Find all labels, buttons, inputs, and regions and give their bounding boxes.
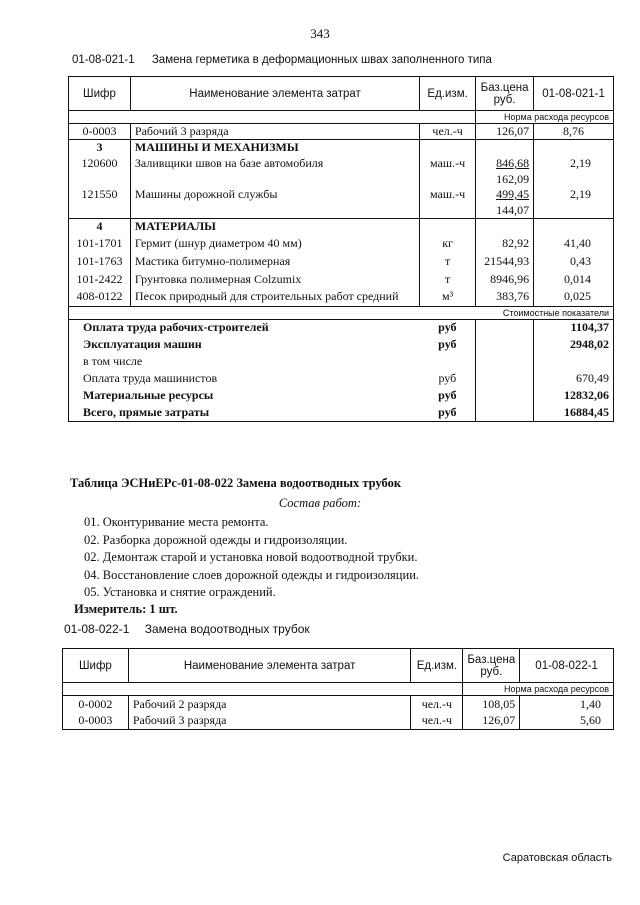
- material-value: 0,014: [534, 270, 614, 288]
- labor-unit: чел.-ч: [421, 713, 453, 728]
- material-unit: кг: [442, 235, 453, 250]
- machine-value: 2,19: [534, 156, 614, 172]
- page-number: 343: [310, 26, 330, 41]
- table2-title: [64, 622, 310, 636]
- cost-name: Оплата труда машинистов: [69, 370, 420, 387]
- machine-name: Машины дорожной службы: [130, 187, 419, 203]
- header-price: Баз.цена руб.: [476, 77, 534, 111]
- cost-name: Материальные ресурсы: [69, 387, 420, 404]
- labor-price: 108,05: [463, 696, 520, 713]
- machine-price2: 162,09: [476, 172, 534, 187]
- cost-unit: руб: [438, 404, 457, 419]
- header-name: Наименование элемента затрат: [128, 649, 411, 683]
- material-cipher: 101-2422: [69, 270, 131, 288]
- machines-title: МАШИНЫ И МЕХАНИЗМЫ: [130, 140, 419, 156]
- material-unit: т: [444, 271, 451, 286]
- material-value: 41,40: [534, 234, 614, 252]
- material-unit: м³: [442, 289, 454, 304]
- cost-value: 1104,37: [534, 319, 614, 336]
- header-col-code: 01-08-021-1: [534, 77, 614, 111]
- table1: [68, 76, 614, 422]
- cost-unit: руб: [438, 320, 457, 335]
- cost-unit: [420, 353, 476, 370]
- machine-price2: 144,07: [476, 203, 534, 219]
- labor-name: Рабочий 2 разряда: [128, 696, 411, 713]
- material-cipher: 408-0122: [69, 288, 131, 306]
- work-item: 05. Установка и снятие ограждений.: [84, 585, 276, 599]
- cost-name: Оплата труда рабочих-строителей: [69, 319, 420, 336]
- material-price: 82,92: [476, 234, 534, 252]
- material-value: 0,025: [534, 288, 614, 306]
- cost-unit: руб: [438, 371, 457, 385]
- cost-unit: руб: [438, 337, 457, 351]
- labor-cipher: 0-0002: [63, 696, 129, 713]
- machine-unit: маш.-ч: [430, 187, 466, 201]
- work-item: 02. Разборка дорожной одежды и гидроизоляции.: [84, 532, 348, 547]
- cost-value: [534, 353, 614, 370]
- section2-label: Таблица ЭСНиЕРс-01-08-022: [70, 476, 234, 490]
- material-cipher: 101-1701: [69, 234, 131, 252]
- work-item: 02. Демонтаж старой и установка новой водоотводной трубки.: [84, 550, 418, 564]
- cost-label: Стоимостные показатели: [534, 306, 614, 319]
- material-name: Песок природный для строительных работ средний: [130, 288, 419, 306]
- header-unit: Ед.изм.: [411, 649, 463, 683]
- section2-title: Замена водоотводных трубок: [236, 476, 402, 490]
- table1-title: [72, 54, 492, 66]
- works-list: [84, 514, 419, 602]
- labor-name: Рабочий 3 разряда: [128, 713, 411, 730]
- header-price: Баз.цена руб.: [463, 649, 520, 683]
- norm-label: Норма расхода ресурсов: [534, 111, 614, 124]
- machines-num: 3: [69, 140, 131, 156]
- machine-unit: маш.-ч: [430, 156, 466, 170]
- machine-cipher: 120600: [69, 156, 131, 172]
- labor-price: 126,07: [476, 124, 534, 140]
- machine-name: Заливщики швов на базе автомобиля: [130, 156, 419, 172]
- machine-cipher: 121550: [69, 187, 131, 203]
- table2-code: 01-08-022-1: [64, 622, 130, 636]
- cost-name: Эксплуатация машин: [69, 336, 420, 353]
- header-name: Наименование элемента затрат: [130, 77, 419, 111]
- material-value: 0,43: [534, 252, 614, 270]
- labor-unit: чел.-ч: [421, 696, 453, 711]
- material-price: 21544,93: [476, 252, 534, 270]
- cost-name: в том числе: [69, 353, 420, 370]
- cost-unit: руб: [438, 388, 457, 402]
- header-col-code: 01-08-022-1: [520, 649, 614, 683]
- section2-heading: [70, 476, 401, 491]
- table1-code: 01-08-021-1: [72, 54, 135, 66]
- machine-value: 2,19: [534, 187, 614, 203]
- cost-value: 12832,06: [534, 387, 614, 404]
- header-cipher: Шифр: [63, 649, 129, 683]
- labor-name: Рабочий 3 разряда: [130, 124, 419, 140]
- work-item: 01. Оконтуривание места ремонта.: [84, 515, 269, 529]
- materials-title: МАТЕРИАЛЫ: [130, 218, 419, 234]
- material-name: Грунтовка полимерная Colzumix: [130, 270, 419, 288]
- labor-value: 1,40: [520, 696, 614, 713]
- labor-value: 5,60: [520, 713, 614, 730]
- machine-price: 499,45: [476, 187, 534, 203]
- labor-price: 126,07: [463, 713, 520, 730]
- table2-title-text: Замена водоотводных трубок: [144, 622, 310, 636]
- table2: [62, 648, 614, 730]
- cost-name: Всего, прямые затраты: [69, 404, 420, 421]
- header-unit: Ед.изм.: [420, 77, 476, 111]
- material-name: Гермит (шнур диаметром 40 мм): [130, 234, 419, 252]
- cost-value: 670,49: [534, 370, 614, 387]
- header-cipher: Шифр: [69, 77, 131, 111]
- cost-value: 16884,45: [534, 404, 614, 421]
- labor-cipher: 0-0003: [69, 124, 131, 140]
- machine-price: 846,68: [476, 156, 534, 172]
- labor-value: 8,76: [534, 124, 614, 140]
- norm-label: Норма расхода ресурсов: [520, 683, 614, 696]
- material-cipher: 101-1763: [69, 252, 131, 270]
- material-price: 8946,96: [476, 270, 534, 288]
- material-price: 383,76: [476, 288, 534, 306]
- material-unit: т: [444, 253, 451, 268]
- labor-unit: чел.-ч: [432, 124, 463, 138]
- materials-num: 4: [69, 218, 131, 234]
- work-item: 04. Восстановление слоев дорожной одежды и гидроизоляции.: [84, 567, 420, 582]
- meter: Измеритель: 1 шт.: [74, 602, 178, 616]
- cost-value: 2948,02: [534, 336, 614, 353]
- table1-title-text: Замена герметика в деформационных швах заполненного типа: [151, 54, 492, 66]
- material-name: Мастика битумно-полимерная: [130, 252, 419, 270]
- labor-cipher: 0-0003: [63, 713, 129, 730]
- composition-label: Состав работ:: [278, 496, 362, 510]
- footer-region: Саратовская область: [502, 852, 612, 864]
